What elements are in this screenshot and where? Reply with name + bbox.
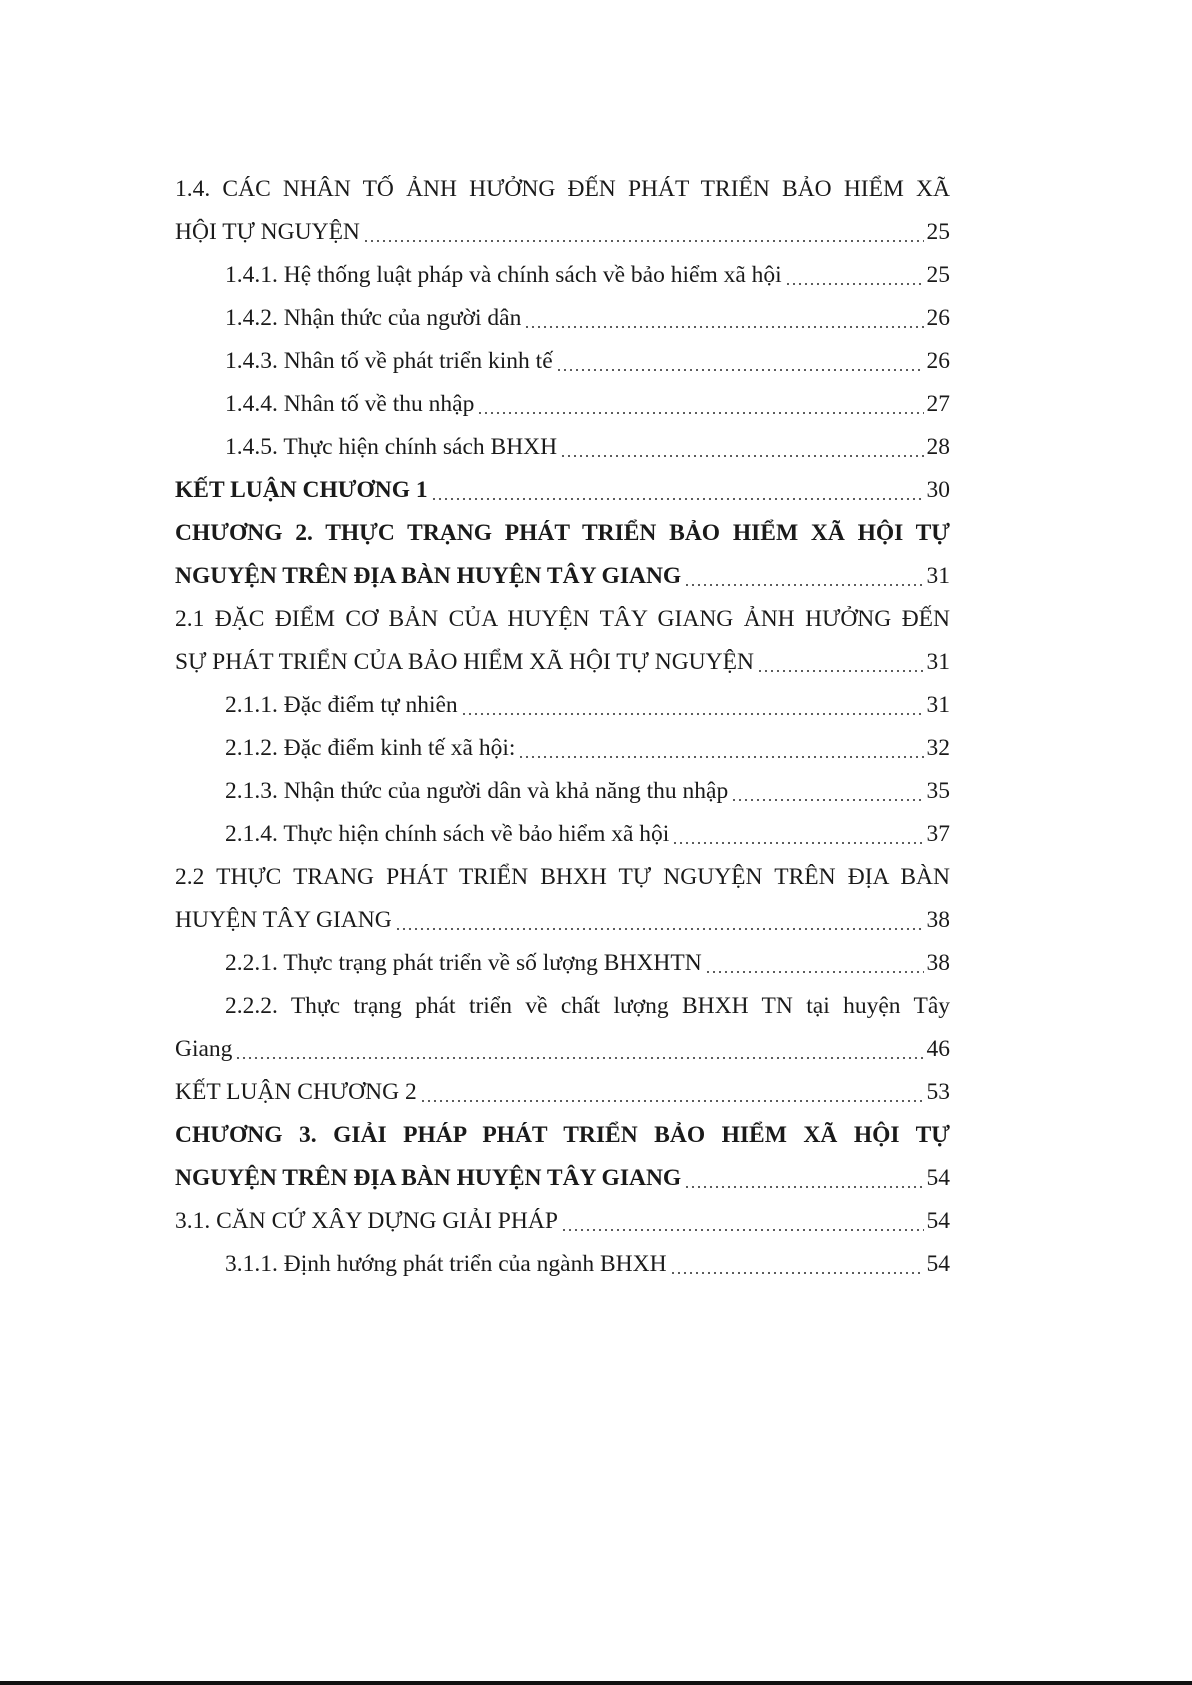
dot-leader	[556, 369, 924, 371]
toc-page-number: 38	[926, 907, 950, 933]
toc-entry-2-2-line1	[175, 856, 950, 899]
toc-entry-3-1[interactable]	[175, 1200, 950, 1243]
toc-entry-title: CHƯƠNG 2. THỰC TRẠNG PHÁT TRIỂN BẢO HIỂM XÃ HỘI TỰ	[175, 520, 950, 546]
toc-entry-title: 1.4.5. Thực hiện chính sách BHXH	[225, 434, 558, 460]
dot-leader	[705, 971, 924, 973]
dot-leader	[477, 412, 923, 414]
toc-entry-title: 1.4.4. Nhân tố về thu nhập	[225, 391, 475, 417]
dot-leader	[524, 326, 923, 328]
toc-entry-title: KẾT LUẬN CHƯƠNG 2	[175, 1079, 417, 1105]
dot-leader	[395, 928, 924, 930]
toc-entry-2-1-3[interactable]	[175, 770, 950, 813]
dot-leader	[731, 799, 923, 801]
dot-leader	[363, 240, 924, 242]
toc-entry-title: KẾT LUẬN CHƯƠNG 1	[175, 477, 428, 503]
toc-page-number: 54	[926, 1208, 950, 1234]
toc-entry-2-1-2[interactable]	[175, 727, 950, 770]
toc-entry-title: CHƯƠNG 3. GIẢI PHÁP PHÁT TRIỂN BẢO HIỂM XÃ HỘI TỰ	[175, 1122, 950, 1148]
toc-page-number: 53	[926, 1079, 950, 1105]
toc-entry-title: 3.1.1. Định hướng phát triển của ngành BHXH	[225, 1251, 667, 1277]
dot-leader	[785, 283, 924, 285]
toc-entry-1-4-5[interactable]	[175, 426, 950, 469]
toc-entry-2-1[interactable]	[175, 641, 950, 684]
toc-page-number: 31	[926, 649, 950, 675]
toc-entry-title: 3.1. CĂN CỨ XÂY DỰNG GIẢI PHÁP	[175, 1208, 558, 1234]
toc-entry-2-2[interactable]	[175, 899, 950, 942]
dot-leader	[431, 498, 924, 500]
toc-entry-1-4[interactable]	[175, 211, 950, 254]
dot-leader	[670, 1272, 924, 1274]
toc-page-number: 25	[926, 262, 950, 288]
dot-leader	[684, 1186, 923, 1188]
toc-entry-title: HỘI TỰ NGUYỆN	[175, 219, 360, 245]
toc-entry-title: HUYỆN TÂY GIANG	[175, 907, 392, 933]
toc-entry-2-2-1[interactable]	[175, 942, 950, 985]
toc-entry-ket-luan-2[interactable]	[175, 1071, 950, 1114]
toc-entry-3-1-1[interactable]	[175, 1243, 950, 1286]
toc-entry-title: 1.4.3. Nhân tố về phát triển kinh tế	[225, 348, 553, 374]
toc-entry-2-2-2[interactable]	[175, 1028, 950, 1071]
toc-entry-title: 2.1.2. Đặc điểm kinh tế xã hội:	[225, 735, 516, 761]
toc-entry-1-4-3[interactable]	[175, 340, 950, 383]
toc-page-number: 30	[926, 477, 950, 503]
toc-entry-title: 2.2.1. Thực trạng phát triển về số lượng BHXHTN	[225, 950, 702, 976]
toc-entry-title: 2.1 ĐẶC ĐIỂM CƠ BẢN CỦA HUYỆN TÂY GIANG ẢNH HƯỞNG ĐẾN	[175, 606, 950, 632]
toc-entry-title: SỰ PHÁT TRIỂN CỦA BẢO HIỂM XÃ HỘI TỰ NGUYỆN	[175, 649, 754, 675]
toc-entry-ket-luan-1[interactable]	[175, 469, 950, 512]
dot-leader	[757, 670, 924, 672]
toc-page-number: 54	[926, 1165, 950, 1191]
toc-entry-title: 2.2 THỰC TRANG PHÁT TRIỂN BHXH TỰ NGUYỆN TRÊN ĐỊA BÀN	[175, 864, 950, 890]
toc-entry-1-4-line1	[175, 168, 950, 211]
toc-page-number: 27	[926, 391, 950, 417]
toc-page-number: 31	[926, 563, 950, 589]
dot-leader	[420, 1100, 924, 1102]
dot-leader	[560, 455, 923, 457]
toc-entry-title: 1.4. CÁC NHÂN TỐ ẢNH HƯỞNG ĐẾN PHÁT TRIỂN BẢO HIỂM XÃ	[175, 176, 950, 202]
toc-entry-chuong-3-line1	[175, 1114, 950, 1157]
toc-page-number: 54	[926, 1251, 950, 1277]
toc-entry-chuong-3[interactable]	[175, 1157, 950, 1200]
toc-entry-title: 2.1.4. Thực hiện chính sách về bảo hiểm xã hội	[225, 821, 670, 847]
toc-entry-2-1-4[interactable]	[175, 813, 950, 856]
dot-leader	[461, 713, 924, 715]
toc-entry-chuong-2-line1	[175, 512, 950, 555]
toc-entry-title: NGUYỆN TRÊN ĐỊA BÀN HUYỆN TÂY GIANG	[175, 1165, 682, 1191]
toc-page-number: 25	[926, 219, 950, 245]
table-of-contents	[175, 168, 950, 1286]
toc-page-number: 32	[926, 735, 950, 761]
toc-entry-2-2-2-line1	[175, 985, 950, 1028]
page-bottom-edge	[0, 1681, 1192, 1685]
toc-entry-title: NGUYỆN TRÊN ĐỊA BÀN HUYỆN TÂY GIANG	[175, 563, 682, 589]
toc-entry-title: Giang	[175, 1036, 233, 1062]
dot-leader	[561, 1229, 924, 1231]
toc-entry-1-4-4[interactable]	[175, 383, 950, 426]
dot-leader	[684, 584, 923, 586]
toc-page-number: 46	[926, 1036, 950, 1062]
toc-page-number: 38	[926, 950, 950, 976]
toc-page-number: 35	[926, 778, 950, 804]
toc-page-number: 31	[926, 692, 950, 718]
toc-page-number: 26	[926, 348, 950, 374]
toc-entry-chuong-2[interactable]	[175, 555, 950, 598]
toc-entry-title: 2.1.3. Nhận thức của người dân và khả năng thu nhập	[225, 778, 729, 804]
toc-entry-2-1-1[interactable]	[175, 684, 950, 727]
dot-leader	[672, 842, 923, 844]
toc-page-number: 28	[926, 434, 950, 460]
toc-page-number: 26	[926, 305, 950, 331]
toc-entry-1-4-1[interactable]	[175, 254, 950, 297]
dot-leader	[235, 1057, 923, 1059]
toc-page-number: 37	[926, 821, 950, 847]
toc-entry-title: 2.2.2. Thực trạng phát triển về chất lượng BHXH TN tại huyện Tây	[225, 993, 950, 1019]
toc-entry-title: 2.1.1. Đặc điểm tự nhiên	[225, 692, 458, 718]
dot-leader	[518, 756, 923, 758]
toc-entry-title: 1.4.1. Hệ thống luật pháp và chính sách về bảo hiểm xã hội	[225, 262, 782, 288]
toc-entry-1-4-2[interactable]	[175, 297, 950, 340]
toc-entry-2-1-line1	[175, 598, 950, 641]
toc-entry-title: 1.4.2. Nhận thức của người dân	[225, 305, 522, 331]
